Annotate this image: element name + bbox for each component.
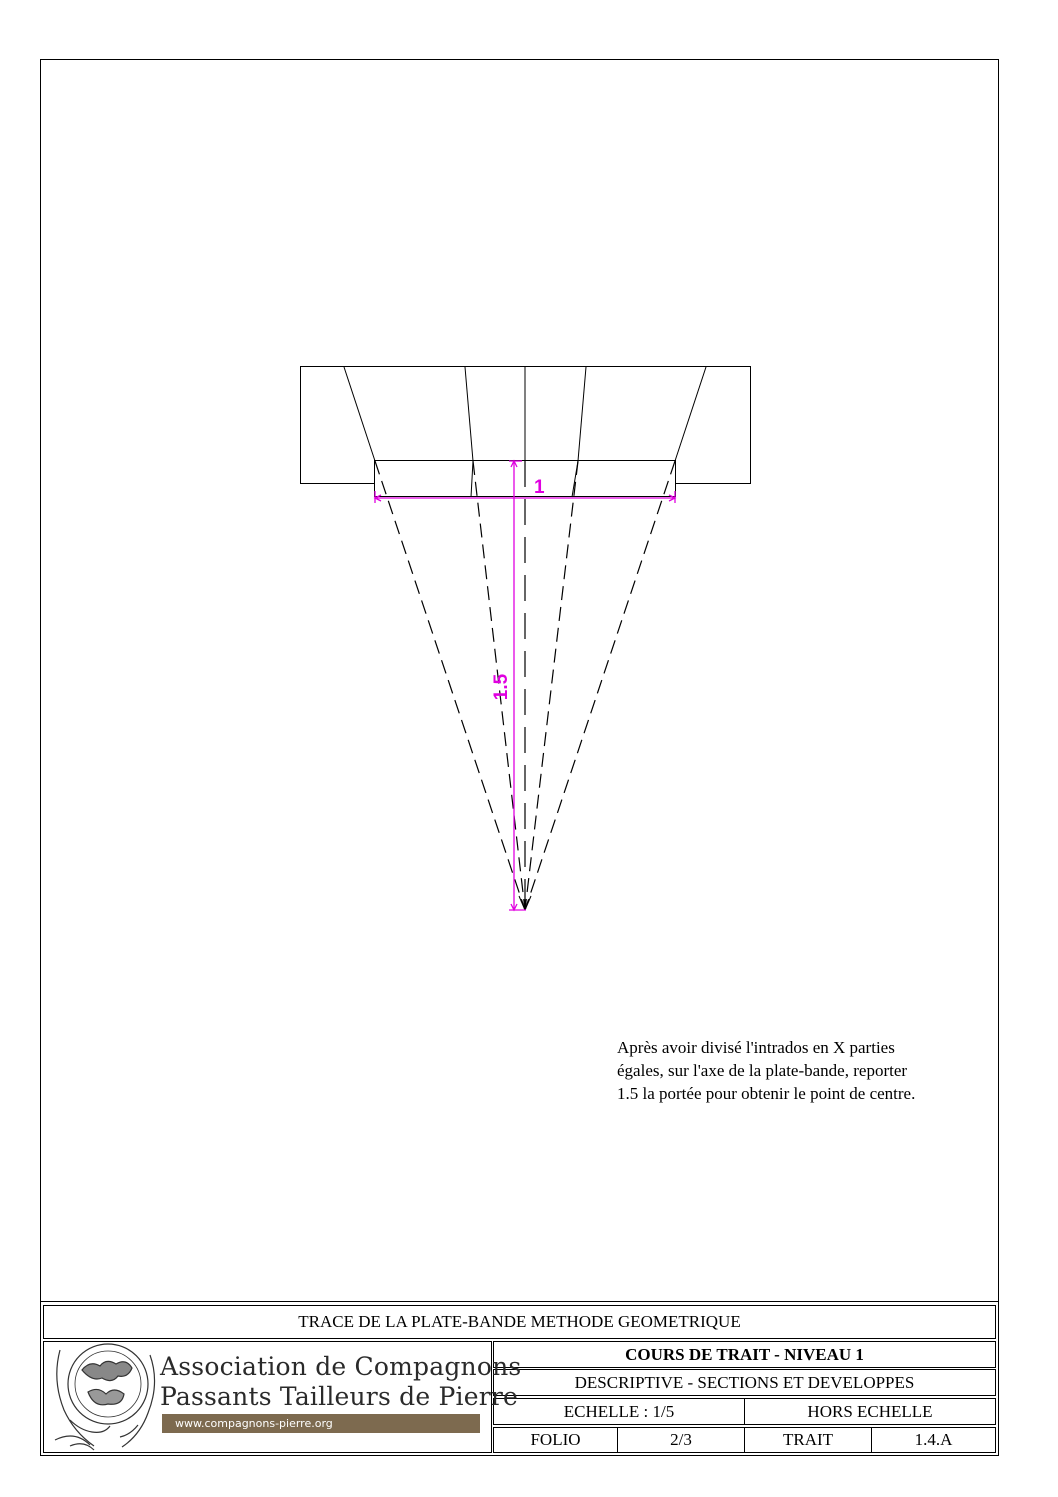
sheet-title: TRACE DE LA PLATE-BANDE METHODE GEOMETRIQUE xyxy=(298,1312,741,1331)
span-dimension-label: 1 xyxy=(534,477,545,498)
trait-label: TRAIT xyxy=(782,1430,834,1449)
scale-note: HORS ECHELLE xyxy=(807,1401,933,1421)
association-name-line1: Association de Compagnons xyxy=(160,1352,522,1381)
construction-lines xyxy=(375,461,675,910)
joint-line xyxy=(465,367,473,461)
note-line: Après avoir divisé l'intrados en X parties xyxy=(617,1038,895,1057)
note-line: égales, sur l'axe de la plate-bande, reporter xyxy=(617,1061,908,1080)
page-frame xyxy=(41,60,999,1456)
construction-line xyxy=(525,461,578,910)
joint-line xyxy=(344,367,375,461)
note-line: 1.5 la portée pour obtenir le point de centre. xyxy=(617,1084,916,1103)
trait-value: 1.4.A xyxy=(914,1430,953,1449)
instruction-note xyxy=(617,1036,997,1105)
association-name-line2: Passants Tailleurs de Pierre xyxy=(160,1382,518,1411)
compagnons-logo-icon xyxy=(55,1344,155,1450)
joint-line xyxy=(675,367,706,461)
course-title: COURS DE TRAIT - NIVEAU 1 xyxy=(625,1344,864,1364)
folio-label: FOLIO xyxy=(530,1430,581,1449)
height-dimension-label: 1.5 xyxy=(491,673,513,701)
construction-line xyxy=(525,461,675,910)
website-link: www.compagnons-pierre.org xyxy=(175,1417,333,1430)
joint-line xyxy=(578,367,586,461)
folio-value: 2/3 xyxy=(670,1430,692,1449)
scale-value: ECHELLE : 1/5 xyxy=(563,1401,675,1421)
subject-title: DESCRIPTIVE - SECTIONS ET DEVELOPPES xyxy=(574,1372,915,1392)
